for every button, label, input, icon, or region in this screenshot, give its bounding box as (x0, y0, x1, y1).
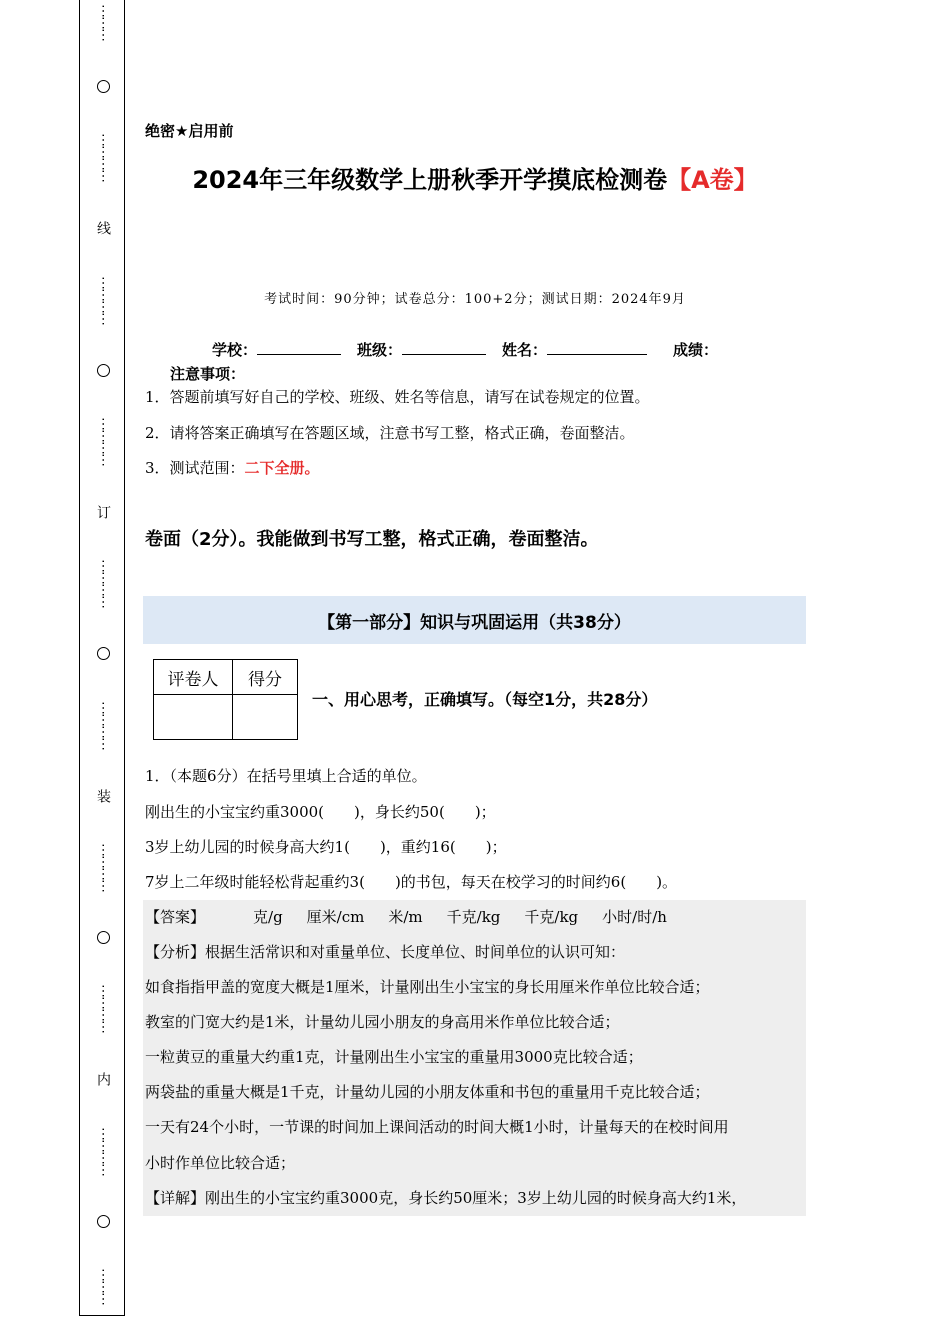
detail-text: 刚出生的小宝宝约重3000克，身长约50厘米；3岁上幼儿园的时候身高大约1米， (205, 1189, 747, 1207)
question-1-line-3: 7岁上二年级时能轻松背起重约3( )的书包，每天在校学习的时间约6( )。 (145, 873, 678, 891)
binding-char-line: 线 (95, 221, 111, 236)
notice-heading: 注意事项： (170, 365, 246, 383)
question-1-stem: 1．（本题6分）在括号里填上合适的单位。 (145, 767, 427, 785)
answer-unit: 千克/kg (524, 908, 579, 926)
analysis-line-4: 两袋盐的重量大概是1千克，计量幼儿园的小朋友体重和书包的重量用千克比较合适； (145, 1083, 710, 1101)
secret-label: 绝密★启用前 (145, 122, 234, 140)
binding-circle (97, 931, 110, 944)
dots: ⋯⋯⋯⋯ (95, 416, 111, 465)
answer-unit: 克/g (253, 908, 283, 926)
notice-item-1: 1．答题前填写好自己的学校、班级、姓名等信息，请写在试卷规定的位置。 (145, 388, 650, 406)
dots: ⋯⋯⋯⋯ (95, 1126, 111, 1175)
analysis-line-3: 一粒黄豆的重量大约重1克，计量刚出生小宝宝的重量用3000克比较合适； (145, 1048, 643, 1066)
dots: ⋯⋯⋯⋯ (95, 275, 111, 324)
page-title (140, 160, 810, 195)
notice-item-3 (145, 457, 320, 478)
question-group-title: 一、用心思考，正确填写。（每空1分，共28分） (312, 690, 658, 709)
score-cell[interactable] (233, 695, 298, 740)
grader-header: 评卷人 (154, 660, 233, 695)
name-label: 姓名： (502, 341, 548, 359)
analysis-line-1: 如食指指甲盖的宽度大概是1厘米，计量刚出生小宝宝的身长用厘米作单位比较合适； (145, 978, 710, 996)
analysis-first: 根据生活常识和对重量单位、长度单位、时间单位的认识可知： (205, 943, 626, 961)
answer-units (253, 908, 691, 926)
dots: ⋯⋯⋯⋯ (95, 559, 111, 608)
answer-line (145, 906, 691, 927)
analysis-line-5: 一天有24个小时，一节课的时间加上课间活动的时间大概1小时，计量每天的在校时间用 (145, 1118, 729, 1136)
school-field[interactable] (212, 339, 341, 360)
dots: ⋯⋯⋯⋯ (95, 842, 111, 891)
answer-unit: 千克/kg (446, 908, 501, 926)
binding-char-nei: 内 (95, 1072, 111, 1087)
dots: ⋯⋯⋯ (95, 1267, 111, 1304)
name-field[interactable] (502, 339, 647, 360)
dots: ⋯⋯⋯⋯ (95, 133, 111, 182)
question-1-line-1: 刚出生的小宝宝约重3000( )，身长约50( )； (145, 803, 496, 821)
binding-circle (97, 364, 110, 377)
school-label: 学校： (212, 341, 258, 359)
binding-char-ding: 订 (95, 505, 111, 520)
class-label: 班级： (357, 341, 403, 359)
dots: ⋯⋯⋯ (95, 4, 111, 40)
paper-neatness-line: 卷面（2分）。我能做到书写工整，格式正确，卷面整洁。 (145, 529, 599, 550)
section-title-bar (143, 596, 806, 644)
answer-unit: 小时/时/h (602, 908, 667, 926)
name-blank[interactable] (547, 340, 647, 355)
class-field[interactable] (357, 339, 486, 360)
grader-cell[interactable] (154, 695, 233, 740)
binding-char-zhuang: 装 (95, 788, 111, 803)
dots: ⋯⋯⋯⋯ (95, 984, 111, 1033)
binding-margin (79, 0, 125, 1316)
title-tag: 【A卷】 (667, 166, 758, 194)
analysis-line-2: 教室的门宽大约是1米，计量幼儿园小朋友的身高用米作单位比较合适； (145, 1013, 620, 1031)
test-range: 二下全册。 (244, 459, 320, 477)
score-table (153, 659, 298, 740)
binding-circle (97, 1215, 110, 1228)
title-main: 2024年三年级数学上册秋季开学摸底检测卷 (192, 166, 668, 194)
score-header: 得分 (233, 660, 298, 695)
dots: ⋯⋯⋯⋯ (95, 700, 111, 749)
class-blank[interactable] (402, 340, 486, 355)
question-1-line-2: 3岁上幼儿园的时候身高大约1( )，重约16( )； (145, 838, 507, 856)
section-title: 【第一部分】知识与巩固运用（共38分） (318, 612, 631, 633)
answer-unit: 厘米/cm (306, 908, 365, 926)
binding-column (80, 4, 126, 1304)
exam-meta: 考试时间：90分钟；试卷总分：100+2分；测试日期：2024年9月 (264, 292, 686, 307)
binding-circle (97, 80, 110, 93)
score-field (673, 339, 718, 360)
school-blank[interactable] (257, 340, 341, 355)
detail-line (145, 1187, 746, 1208)
analysis-label: 【分析】 (145, 943, 206, 961)
student-fields (212, 339, 734, 360)
detail-label: 【详解】 (145, 1189, 206, 1207)
answer-unit: 米/m (388, 908, 423, 926)
analysis-line (145, 941, 625, 962)
notice-item-2: 2．请将答案正确填写在答题区域，注意书写工整，格式正确，卷面整洁。 (145, 424, 635, 442)
notice-item-3-prefix: 3．测试范围： (145, 459, 245, 477)
binding-circle (97, 647, 110, 660)
analysis-line-6: 小时作单位比较合适； (145, 1154, 296, 1172)
score-label: 成绩： (673, 341, 719, 359)
answer-label: 【答案】 (145, 908, 206, 926)
